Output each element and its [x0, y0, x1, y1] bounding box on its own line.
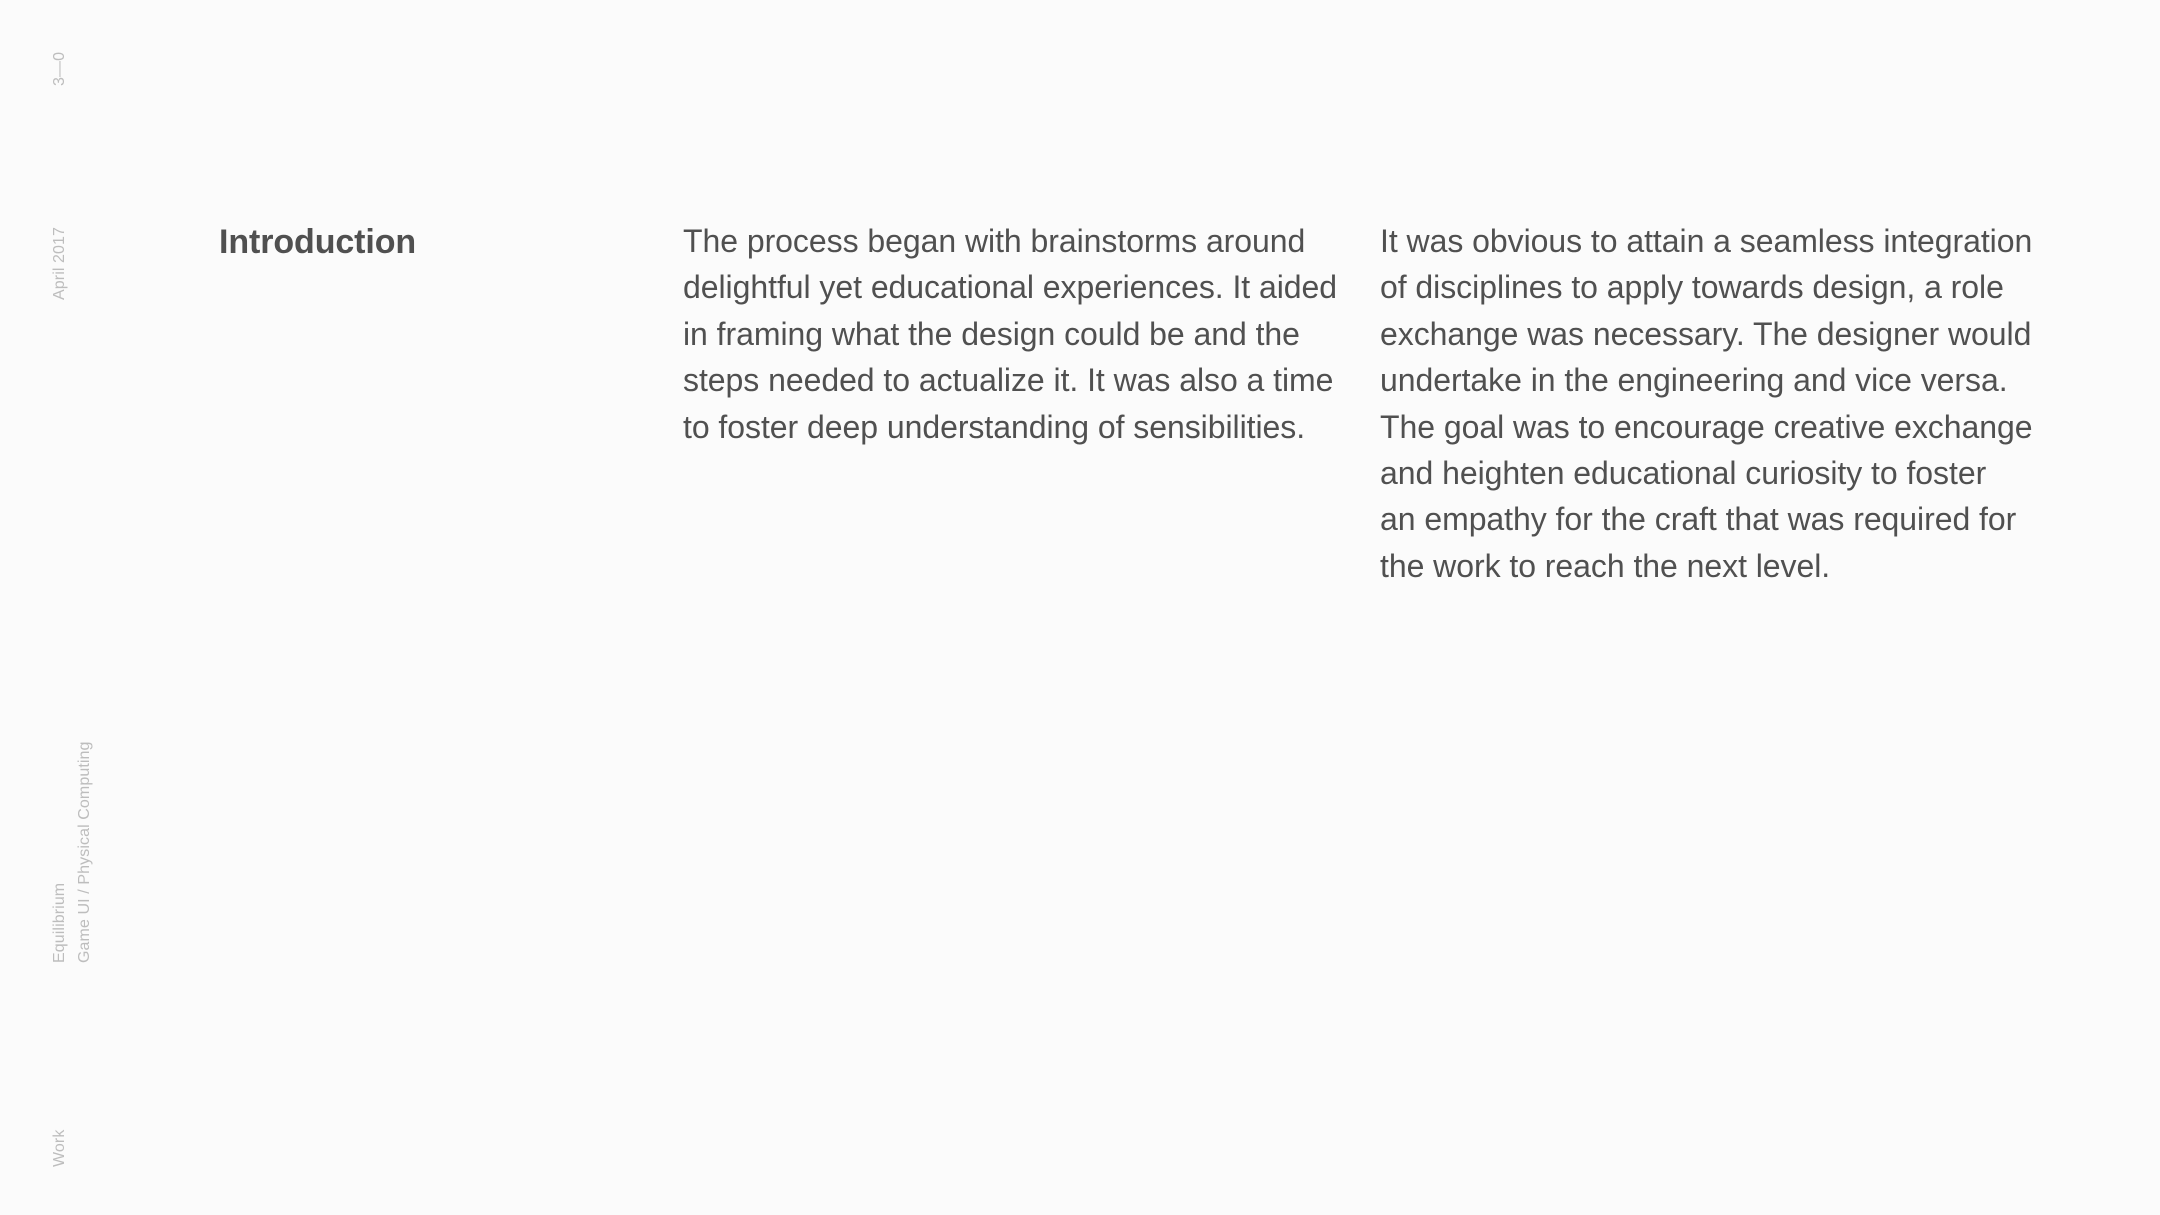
column-two-line: the work to reach the next level. — [1380, 547, 1831, 584]
project-name: Equilibrium — [51, 882, 68, 963]
column-two-line: undertake in the engineering and vice versa. — [1380, 362, 2008, 399]
column-two-line: an empathy for the craft that was required for — [1380, 501, 2017, 538]
introduction-heading: Introduction — [219, 223, 417, 261]
column-two-line: The goal was to encourage creative exchange — [1380, 408, 2033, 445]
column-one-line: delightful yet educational experiences. It aided — [683, 269, 1338, 306]
section-label: Work — [51, 1129, 68, 1167]
column-one-line: steps needed to actualize it. It was also a time — [683, 362, 1334, 399]
column-one-line: The process began with brainstorms around — [683, 223, 1306, 259]
column-two-line: exchange was necessary. The designer would — [1380, 315, 2032, 352]
page-number: 3—0 — [51, 51, 68, 86]
column-two-line: It was obvious to attain a seamless integration — [1380, 223, 2033, 259]
project-type: Game UI / Physical Computing — [76, 741, 93, 963]
column-one-line: in framing what the design could be and the — [683, 315, 1300, 352]
project-date: April 2017 — [51, 226, 68, 300]
column-one-line: to foster deep understanding of sensibilities. — [683, 408, 1306, 445]
introduction-column-two — [1380, 218, 2065, 589]
introduction-column-one — [683, 218, 1368, 450]
column-two-line: and heighten educational curiosity to foster — [1380, 455, 1987, 492]
column-two-line: of disciplines to apply towards design, a role — [1380, 269, 2004, 306]
